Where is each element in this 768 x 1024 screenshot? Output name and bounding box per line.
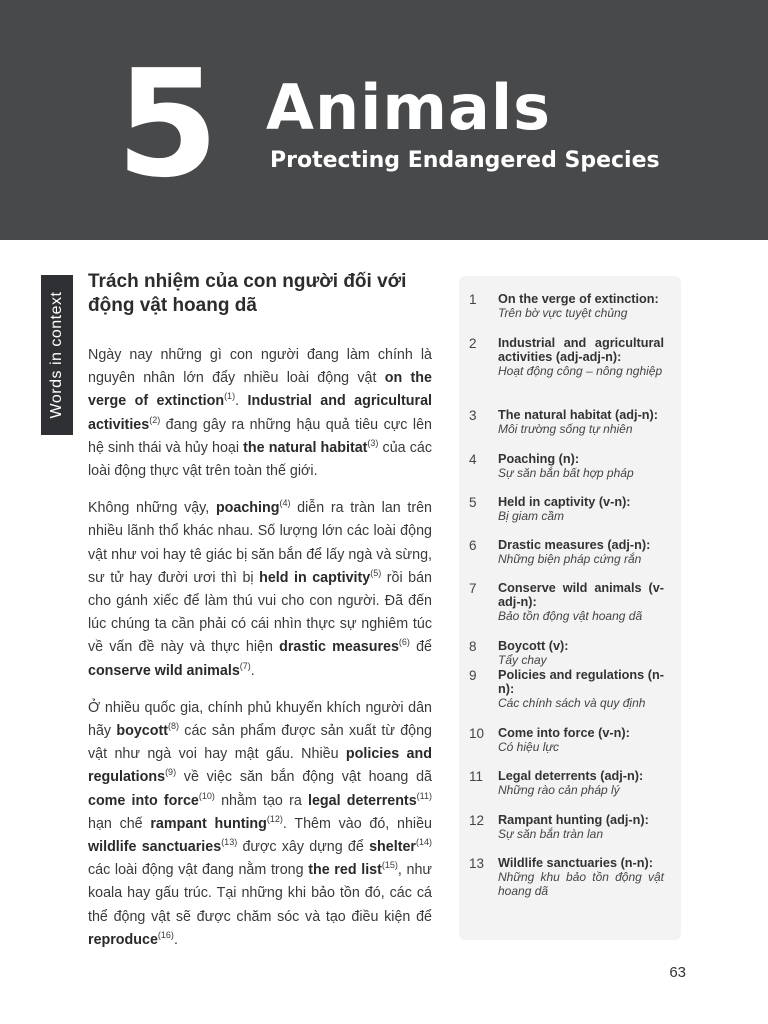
vocab-item	[469, 581, 669, 623]
vocab-number: 5	[469, 495, 477, 510]
vocab-term-highlight: boycott	[116, 723, 168, 740]
vocab-item	[469, 292, 669, 320]
vocab-ref-number: (13)	[221, 837, 238, 848]
vocab-ref-number: (12)	[266, 814, 283, 825]
vocab-item	[469, 769, 669, 797]
article-text: để	[409, 639, 432, 656]
vocab-term: Held in captivity (v-n):	[498, 495, 631, 509]
vocab-definition: Các chính sách và quy định	[498, 696, 646, 710]
vocab-definition: Có hiệu lực	[498, 740, 559, 754]
article-text: các sản phẩm được sản xuất từ động vật như ngà voi hay mật gấu. Nhiều	[88, 723, 433, 763]
article-text: .	[250, 662, 255, 679]
vocab-number: 6	[469, 538, 477, 553]
vocab-item	[469, 639, 669, 667]
section-label-text: Words in context	[48, 291, 65, 419]
vocab-item	[469, 538, 669, 566]
vocabulary-box	[459, 276, 681, 940]
vocab-item	[469, 813, 669, 841]
article-text: rồi bán cho gánh xiếc để làm thú vui cho con người. Đã đến lúc chúng ta cần phải có cái nhìn thực sự nghiêm túc về vấn đề này và thực hiện	[88, 569, 432, 656]
vocab-number: 2	[469, 336, 477, 351]
vocab-term: Industrial and agricultural activities (adj-adj-n):	[498, 336, 664, 364]
vocab-definition: Trên bờ vực tuyệt chủng	[498, 306, 628, 320]
vocab-term-highlight: wildlife sanctuaries	[88, 839, 222, 856]
vocab-item	[469, 668, 669, 710]
vocab-definition: Tẩy chay	[498, 653, 547, 667]
vocab-number: 8	[469, 639, 477, 654]
vocab-number: 1	[469, 292, 477, 307]
vocab-ref-number: (14)	[415, 837, 432, 848]
page-number: 63	[669, 964, 686, 981]
article-text: về việc săn bắn động vật hoang dã	[176, 769, 432, 786]
vocab-item	[469, 495, 669, 523]
vocab-term: Drastic measures (adj-n):	[498, 538, 651, 552]
vocab-term-highlight: poaching	[215, 500, 280, 517]
vocab-ref-number: (11)	[416, 790, 432, 801]
article-text: Không những vậy,	[88, 500, 216, 517]
article-text: Ngày nay những gì con người đang làm chính là nguyên nhân lớn đẩy nhiều loài động vật	[88, 347, 432, 387]
vocab-term-highlight: held in captivity	[259, 569, 371, 586]
vocab-term-highlight: reproduce	[88, 931, 158, 948]
vocab-number: 12	[469, 813, 485, 828]
article-text: các loài động vật đang nằm trong	[88, 862, 309, 879]
vocab-term: Rampant hunting (adj-n):	[498, 813, 649, 827]
vocab-ref-number: (10)	[198, 790, 215, 801]
article-text: Ở nhiều quốc gia, chính phủ khuyến khích người dân hãy	[88, 699, 432, 740]
vocab-number: 10	[469, 726, 485, 741]
vocab-term-highlight: the red list	[308, 862, 382, 879]
vocab-definition: Sự săn bắn bất hợp pháp	[498, 466, 634, 480]
article-text: nhằm tạo ra	[214, 792, 308, 809]
vocab-ref-number: (3)	[367, 438, 379, 449]
vocab-ref-number: (4)	[279, 498, 291, 509]
vocab-term: Wildlife sanctuaries (n-n):	[498, 856, 653, 870]
vocab-definition: Bị giam cầm	[498, 509, 565, 523]
vocab-term: The natural habitat (adj-n):	[498, 408, 659, 422]
vocab-term-highlight: Industrial and agricultural activities	[88, 393, 432, 433]
vocab-term-highlight: on the verge of extinction	[88, 370, 432, 410]
article-text: đang gây ra những hậu quả tiêu cực lên hệ sinh thái và hủy hoại	[88, 416, 432, 456]
vocab-ref-number: (8)	[168, 721, 179, 732]
chapter-title: Animals	[266, 71, 551, 144]
article-paragraph	[88, 344, 432, 483]
vocab-ref-number: (1)	[224, 391, 236, 402]
article-text: , như koala hay gấu trúc. Tại những khi bảo tồn đó, các cá thể động vật sẽ được chăm sóc và tạo điều kiện để	[88, 862, 432, 925]
vocab-term-highlight: rampant hunting	[150, 815, 267, 832]
vocab-number: 11	[469, 769, 484, 784]
vocab-term: On the verge of extinction:	[498, 292, 659, 306]
vocab-number: 4	[469, 452, 477, 467]
article-text: được xây dựng để	[237, 839, 370, 856]
vocab-ref-number: (2)	[149, 414, 161, 425]
vocab-term: Legal deterrents (adj-n):	[498, 769, 644, 783]
chapter-subtitle: Protecting Endangered Species	[270, 148, 660, 173]
article-text: hạn chế	[88, 815, 151, 832]
vocab-definition: Hoạt động công – nông nghiệp	[498, 364, 663, 378]
vocab-term-highlight: shelter	[369, 839, 416, 856]
vocab-number: 3	[469, 408, 477, 423]
vocab-term: Poaching (n):	[498, 452, 580, 466]
vocab-term-highlight: the natural habitat	[243, 439, 368, 456]
vocab-term: Policies and regulations (n-n):	[498, 668, 664, 696]
vocab-term-highlight: policies and regulations	[88, 746, 432, 786]
vocab-number: 13	[469, 856, 485, 871]
vocab-item	[469, 726, 669, 754]
vocab-term: Come into force (v-n):	[498, 726, 630, 740]
article-paragraph	[88, 697, 432, 952]
vocab-term-highlight: conserve wild animals	[88, 662, 240, 679]
vocab-number: 7	[469, 581, 477, 596]
vocab-number: 9	[469, 668, 477, 683]
vocab-item	[469, 856, 669, 898]
chapter-header	[0, 0, 768, 240]
vocab-ref-number: (15)	[381, 860, 398, 871]
vocab-term-highlight: come into force	[88, 792, 199, 809]
vocab-definition: Sự săn bắn tràn lan	[498, 827, 604, 841]
section-label	[41, 275, 73, 435]
vocab-definition: Những biện pháp cứng rắn	[498, 552, 642, 566]
vocab-item	[469, 336, 669, 378]
vocab-definition: Những khu bảo tồn động vật hoang dã	[498, 870, 664, 898]
vocab-definition: Những rào cản pháp lý	[498, 783, 620, 797]
article-paragraph	[88, 497, 432, 683]
article-text: của các loài động thực vật trên toàn thế giới.	[88, 439, 432, 480]
article-text: .	[235, 393, 248, 410]
vocab-definition: Bảo tồn động vật hoang dã	[498, 609, 643, 623]
vocab-ref-number: (9)	[165, 767, 177, 778]
vocab-term-highlight: drastic measures	[279, 639, 399, 656]
article-title: Trách nhiệm của con người đối với động vật hoang dã	[88, 271, 407, 316]
vocab-ref-number: (16)	[157, 930, 174, 941]
vocab-term-highlight: legal deterrents	[307, 792, 417, 809]
vocab-ref-number: (5)	[370, 568, 382, 579]
article-text: .	[173, 931, 178, 948]
chapter-number: 5	[116, 38, 215, 210]
vocab-item	[469, 452, 669, 480]
vocab-term: Boycott (v):	[498, 639, 569, 653]
article-body	[88, 344, 432, 966]
vocab-ref-number: (6)	[398, 637, 410, 648]
vocab-ref-number: (7)	[239, 660, 251, 671]
article-text: diễn ra tràn lan trên nhiều lãnh thổ khác nhau. Số lượng lớn các loài động vật như voi hay tê giác bị săn bắn để lấy ngà và sừng, sư tử hay đười ươi thì bị	[88, 500, 433, 586]
vocab-definition: Môi trường sống tự nhiên	[498, 422, 633, 436]
article-text: . Thêm vào đó, nhiều	[282, 815, 432, 832]
vocab-term: Conserve wild animals (v-adj-n):	[498, 581, 664, 609]
vocab-item	[469, 408, 669, 436]
